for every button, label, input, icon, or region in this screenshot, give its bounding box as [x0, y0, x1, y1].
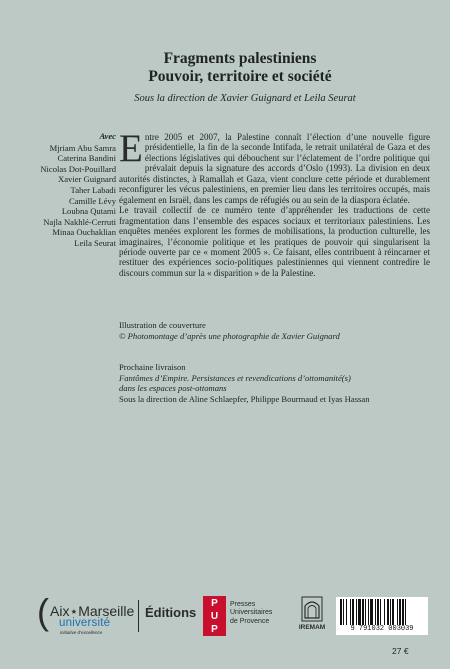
- barcode-bar: [365, 599, 366, 625]
- cover-illustration-credit: [119, 320, 430, 341]
- logo-divider: [138, 600, 139, 632]
- barcode-bar: [402, 599, 404, 625]
- next-issue-title-2: dans les espaces post-ottomans: [119, 383, 227, 393]
- author-name: Leila Seurat: [74, 237, 116, 248]
- amu-logo: ( Aix⋆Marseille université initiative d’excellence: [37, 591, 135, 635]
- book-subtitle: Pouvoir, territoire et société: [148, 68, 332, 85]
- author-name: Mjriam Abu Samra: [49, 142, 116, 153]
- barcode-icon: [340, 599, 424, 625]
- publisher-footer: [0, 592, 450, 669]
- pup-name: Presses Universitaires de Provence: [230, 601, 273, 625]
- pup-logo: P U P: [203, 596, 226, 636]
- author-name: Caterina Bandini: [57, 153, 116, 164]
- next-issue-label: Prochaine livraison: [119, 362, 186, 372]
- author-name: Xavier Guignard: [58, 174, 116, 185]
- barcode-bar: [350, 599, 351, 625]
- barcode-bar: [377, 599, 379, 625]
- book-title: Fragments palestiniens: [163, 50, 317, 67]
- barcode-bar: [405, 599, 406, 625]
- next-issue-editors: Sous la direction de Aline Schlaepfer, Philippe Bourmaud et Iyas Hassan: [119, 393, 370, 404]
- illustration-label: Illustration de couverture: [119, 320, 206, 330]
- author-list: [20, 131, 116, 249]
- editions-label: Éditions: [145, 605, 197, 620]
- barcode-bar: [340, 599, 342, 625]
- barcode-bar: [399, 599, 401, 625]
- barcode-bar: [346, 599, 347, 625]
- author-name: Camille Lévy: [68, 195, 116, 206]
- next-issue-title-1: Fantômes d’Empire. Persistances et revendications d’ottomanité(s): [119, 372, 351, 383]
- editors-line: Sous la direction de Xavier Guignard et Leila Seurat: [134, 93, 356, 104]
- barcode-bar: [390, 599, 391, 625]
- author-name: Taher Labadi: [70, 184, 116, 195]
- barcode-bar: [380, 599, 381, 625]
- drop-cap: E: [119, 127, 143, 170]
- author-name: Najla Nakhlé-Cerruti: [43, 216, 116, 227]
- summary-text: [119, 127, 430, 278]
- barcode-bar: [397, 599, 398, 625]
- title-block: [0, 50, 450, 104]
- iremam-logo: IREMAM: [294, 596, 330, 636]
- author-name: Nicolas Dot-Pouillard: [40, 163, 116, 174]
- author-name: Minaa Ouchaklian: [52, 227, 116, 238]
- illustration-credit: © Photomontage d’après une photographie de Xavier Guignard: [119, 330, 340, 341]
- barcode-bar: [352, 599, 354, 625]
- summary-paragraph-1: Entre 2005 et 2007, la Palestine connaît l’élection d’une nouvelle figure présidentielle, la fin de la seconde Intifada, le retrait unilatéral de Gaza et des élections législatives qui débouchent sur l’éclatement de l’ordre politique qui prévalait depuis la signature des accords d’Oslo (1993). La division en deux autorités distinctes, à Ramallah et Gaza, vient conclure cette période et durablement reconfigurer les vécus palestiniens, en premier lieu dans les territoires occupés, mais également en Israël, dans les camps de réfugiés ou au sein de la diaspora éclatée.: [119, 127, 430, 205]
- isbn-barcode: [336, 597, 428, 635]
- author-name: Loubna Qutami: [61, 206, 116, 217]
- summary-paragraph-2: Le travail collectif de ce numéro tente d’appréhender les traductions de cette fragmentation dans l’ensemble des espaces sociaux et territoriaux palestiniens. Les enquêtes menées explorent les formes de mobilisations, la production culturelle, les imaginaires, l’économie politique et les pratiques de pouvoir qui singularisent la période ouverte par ce « moment 2005 ». Ce faisant, elles contribuent à réincarner et restituer des expériences socio-politiques palestiniennes qui viennent contredire le discours commun sur la « disparition » de la Palestine.: [119, 205, 430, 278]
- barcode-bar: [375, 599, 376, 625]
- barcode-bar: [384, 599, 385, 625]
- barcode-bar: [358, 599, 361, 625]
- authors-label: Avec: [99, 131, 116, 141]
- barcode-bar: [362, 599, 364, 625]
- next-issue: [119, 362, 430, 404]
- price: 27 €: [392, 646, 409, 656]
- barcode-bar: [387, 599, 389, 625]
- barcode-bar: [356, 599, 357, 625]
- isbn-number: 9 791032 003039: [350, 625, 414, 633]
- barcode-bar: [368, 599, 369, 625]
- barcode-bar: [392, 599, 394, 625]
- iremam-emblem-icon: [301, 596, 323, 622]
- barcode-bar: [343, 599, 344, 625]
- barcode-bar: [370, 599, 373, 625]
